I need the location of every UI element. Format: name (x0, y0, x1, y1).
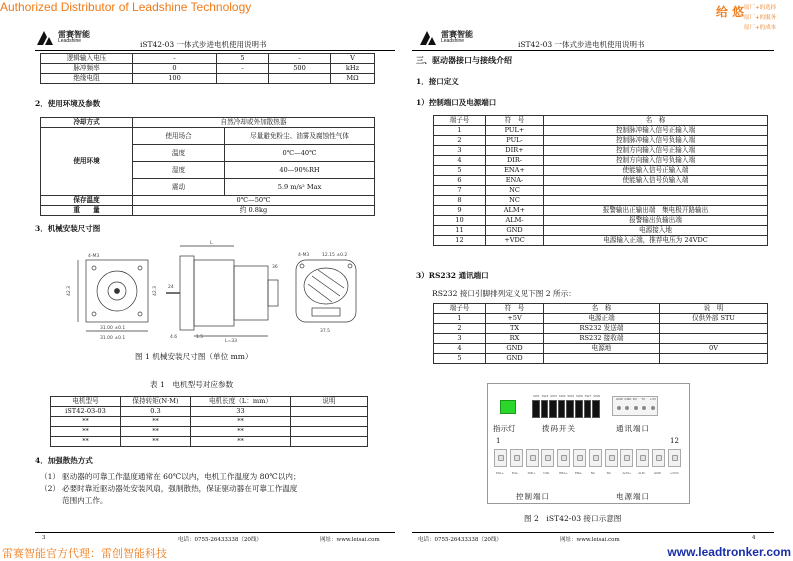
logo-line-3: 原厂+的成本 (744, 25, 777, 31)
terminal-pin (510, 449, 523, 475)
dim-label: 42.3 (67, 285, 72, 296)
table-cell: 脉冲频率 (41, 64, 133, 74)
indicator-label: 指示灯 (493, 424, 516, 433)
table-cell: 11 (434, 226, 486, 236)
table-cell (544, 186, 768, 196)
distributor-banner: Authorized Distributor of Leadshine Technology (0, 0, 252, 14)
storage-label: 保存温度 (41, 196, 133, 206)
comm-pin-tiny-label: GND (616, 397, 623, 401)
leadshine-logo-icon (35, 29, 55, 46)
table-cell: 控制脉冲输入信号正输入端 (544, 126, 768, 136)
table-cell: 使能输入信号负输入端 (544, 176, 768, 186)
table-header-row (51, 397, 368, 407)
side-view-flange (180, 256, 194, 330)
mount-hole (138, 266, 142, 270)
table-cell: DIR+ (486, 146, 544, 156)
mount-hole (300, 264, 304, 268)
env-key: 使用场合 (133, 128, 225, 145)
table-cell (291, 427, 368, 437)
table-cell: 使能输入信号正输入端 (544, 166, 768, 176)
list-item: （1） 驱动器的可靠工作温度通常在 60℃以内，电机工作温度为 80℃以内； (40, 472, 301, 481)
comm-pin-tiny-label: GND (624, 397, 632, 401)
table-header-row (434, 116, 768, 126)
rs232-intro: RS232 接口引脚排列定义见下图 2 所示： (432, 289, 576, 298)
section-4-title: 4．加强散热方式 (35, 456, 93, 465)
table-cell: 2 (434, 324, 486, 334)
mount-hole (138, 312, 142, 316)
table-cell: TX (486, 324, 544, 334)
terminal-pin-tiny-label: PUL- (511, 471, 519, 475)
table-cell (217, 74, 269, 84)
terminal-pin-tiny-label: DIR+ (527, 471, 536, 475)
table-cell: +5V (486, 314, 544, 324)
table-cell: 9 (434, 206, 486, 216)
status-led-indicator (500, 400, 516, 414)
column-header: 端子号 (434, 116, 486, 126)
column-header: 电机长度（L：mm） (191, 397, 291, 407)
dip-switch-tiny-label: SW2 (541, 394, 549, 398)
table-row (51, 437, 368, 447)
terminal-pin (589, 449, 602, 475)
table-cell: ** (121, 417, 191, 427)
left-page-number: 3 (42, 535, 46, 541)
dim-label: 4.6 (170, 335, 178, 340)
table-row (434, 186, 768, 196)
terminal-screw (609, 455, 615, 461)
dip-switch[interactable] (592, 394, 600, 418)
comm-pin-tiny-label: TX (641, 397, 646, 401)
table-cell: NC (486, 186, 544, 196)
terminal-screw (514, 455, 520, 461)
table-row (434, 136, 768, 146)
table-header-row (434, 304, 768, 314)
table-row (434, 126, 768, 136)
table-cell: 0.3 (121, 407, 191, 417)
dim-label: 4-M3 (298, 253, 310, 258)
left-footer-phone: 电话：0755-26433338（20线） (178, 537, 262, 543)
column-header: 电机型号 (51, 397, 121, 407)
dip-switch[interactable] (532, 394, 540, 418)
comm-pin (641, 397, 646, 410)
table-cell: 1 (434, 314, 486, 324)
mechanical-drawing (60, 238, 360, 344)
dim-label: L=33 (225, 339, 238, 344)
cooling-label: 冷却方式 (41, 118, 133, 128)
table-cell: ALM+ (486, 206, 544, 216)
dim-label: L (210, 241, 213, 246)
subsection-1-1-title: 1）控制端口及电源端口 (416, 98, 497, 107)
dim-label: 31.00 ±0.1 (100, 336, 126, 341)
brand-en: Leadshine (58, 38, 82, 44)
motor-model-table (50, 396, 368, 447)
table-cell: ENA- (486, 176, 544, 186)
terminal-pin (620, 449, 633, 475)
comm-pin (624, 397, 632, 410)
power-port-label: 电源端口 (616, 492, 650, 501)
subsection-1-title: 1．接口定义 (416, 77, 459, 86)
front-view-shaft (115, 289, 120, 294)
table-cell: RS232 发送端 (544, 324, 660, 334)
side-view-motor (194, 260, 234, 326)
control-port-label: 控制端口 (516, 492, 550, 501)
env-key: 湿度 (133, 162, 225, 179)
terminal-pin (573, 449, 586, 475)
table-cell (291, 417, 368, 427)
table-row (41, 54, 375, 64)
interface-panel (487, 383, 690, 504)
page-header-left: iST42-03 一体式步进电机使用说明书 (140, 40, 267, 49)
comm-port-label: 通讯端口 (616, 424, 650, 433)
comm-pin (632, 397, 638, 410)
table-cell: 电源接入地 (544, 226, 768, 236)
logo-line-1: 原厂+的选择 (744, 5, 777, 11)
table-cell: 500 (269, 64, 331, 74)
storage-value: 0℃—50℃ (133, 196, 375, 206)
pin-number-first: 1 (496, 437, 501, 445)
left-footer-web: 网址：www.leisai.com (320, 537, 380, 543)
table-cell: DIR- (486, 156, 544, 166)
terminal-pin-tiny-label: NC (590, 471, 596, 475)
comm-pin (649, 397, 657, 410)
table-cell (660, 354, 768, 364)
pin-number-last: 12 (670, 437, 679, 445)
dip-switch[interactable] (575, 394, 583, 418)
list-item: （2） 必要时靠近驱动器处安装风扇，强制散热，保证驱动器在可靠工作温度 (40, 484, 298, 493)
list-item: 范围内工作。 (62, 496, 108, 505)
dim-label: 42.3 (153, 285, 158, 296)
table-cell: iST42-03-03 (51, 407, 121, 417)
env-val: 0℃—40℃ (225, 145, 375, 162)
env-val: 40—90%RH (225, 162, 375, 179)
column-header: 端子号 (434, 304, 486, 314)
column-header: 符 号 (486, 116, 544, 126)
dim-label: 24 (168, 285, 174, 290)
dip-switch[interactable] (584, 394, 592, 418)
table-cell: 4 (434, 344, 486, 354)
logo-glyph-text: 给 悠 (716, 5, 745, 19)
terminal-screw (530, 455, 536, 461)
table-cell (660, 334, 768, 344)
terminal-pin (494, 449, 507, 475)
dim-label: 12.15 ±0.2 (322, 253, 348, 258)
table-cell: 绝缘电阻 (41, 74, 133, 84)
terminal-pin (636, 449, 649, 475)
terminal-screw (624, 455, 630, 461)
brand-cn: 雷赛智能 (58, 30, 90, 39)
bottom-agent-text: 雷赛智能官方代理：雷创智能科技 (2, 548, 167, 560)
table-cell: 0 (133, 64, 217, 74)
cooling-value: 自然冷却或外加散热器 (133, 118, 375, 128)
table-cell: NC (486, 196, 544, 206)
column-header: 名 称 (544, 304, 660, 314)
terminal-pin-tiny-label: ALM+ (622, 471, 632, 475)
column-header: 符 号 (486, 304, 544, 314)
table-cell: PUL- (486, 136, 544, 146)
table-cell: ** (191, 427, 291, 437)
env-table (40, 117, 375, 216)
terminal-pin (526, 449, 539, 475)
figure-2-caption: 图 2 iST42-03 接口示意图 (524, 514, 622, 523)
header-rule-left (35, 50, 395, 51)
usage-label: 使用环境 (41, 128, 133, 196)
table-cell: 5 (434, 354, 486, 364)
dip-switch[interactable] (558, 394, 566, 418)
table-cell: 6 (434, 176, 486, 186)
section-4-list (40, 471, 395, 507)
table-cell: - (269, 54, 331, 64)
table-1-caption: 表 1 电机型号对应参数 (150, 380, 234, 389)
terminal-pin (541, 449, 554, 475)
table-cell: 电源地 (544, 344, 660, 354)
comm-pin-tiny-label: RX (632, 397, 637, 401)
env-val: 尽量避免粉尘、油雾及腐蚀性气体 (225, 128, 375, 145)
table-cell: ** (121, 437, 191, 447)
brand-en: Leadshine (441, 38, 465, 44)
dip-switch-tiny-label: SW5 (567, 394, 575, 398)
table-row (434, 206, 768, 216)
dim-label: 37.5 (320, 329, 331, 334)
terminal-pin-tiny-label: PUL+ (496, 471, 505, 475)
footer-rule-left (35, 532, 395, 533)
table-cell: ** (51, 417, 121, 427)
table-cell: 4 (434, 156, 486, 166)
table-cell: 电源输入正端，推荐电压为 24VDC (544, 236, 768, 246)
table-cell: 报警输出负输出端 (544, 216, 768, 226)
right-page-number: 4 (752, 535, 756, 541)
table-cell: MΩ (331, 74, 375, 84)
figure-1-caption: 图 1 机械安装尺寸图（单位 mm） (135, 352, 253, 361)
terminal-pin-tiny-label: ENA- (575, 471, 583, 475)
dip-switch-tiny-label: SW6 (576, 394, 583, 398)
terminal-screw (656, 455, 662, 461)
column-header: 保持转矩(N·M) (121, 397, 191, 407)
table-cell: 12 (434, 236, 486, 246)
table-cell: - (217, 64, 269, 74)
table-cell: 1 (434, 126, 486, 136)
terminal-pin (668, 449, 681, 475)
env-key: 震动 (133, 179, 225, 196)
side-view-connector (268, 280, 278, 306)
comm-port-connector (612, 396, 658, 416)
table-cell: RS232 接收端 (544, 334, 660, 344)
table-cell: 3 (434, 334, 486, 344)
dip-switch[interactable] (566, 394, 575, 418)
table-cell: 100 (133, 74, 217, 84)
table-cell: 33 (191, 407, 291, 417)
column-header: 名 称 (544, 116, 768, 126)
table-cell (544, 196, 768, 206)
dip-switch-tiny-label: SW1 (533, 394, 540, 398)
table-cell: ** (191, 417, 291, 427)
terminal-pin (557, 449, 570, 475)
table-row (434, 156, 768, 166)
table-cell: V (331, 54, 375, 64)
table-row (41, 64, 375, 74)
table-cell: ** (51, 437, 121, 447)
rear-view-fin (318, 270, 344, 288)
table-row (434, 216, 768, 226)
terminal-pin (652, 449, 665, 475)
table-cell: PUL+ (486, 126, 544, 136)
table-cell: 10 (434, 216, 486, 226)
table-cell: ** (121, 427, 191, 437)
dip-switch-label: 拨码开关 (542, 424, 576, 433)
table-cell: 控制脉冲输入信号负输入端 (544, 136, 768, 146)
table-row (434, 324, 768, 334)
terminal-pin-tiny-label: NC (606, 471, 611, 475)
table-cell: 仅供外部 STU (660, 314, 768, 324)
side-view-driver (234, 266, 268, 320)
table-cell: 8 (434, 196, 486, 206)
table-row (434, 166, 768, 176)
right-footer-phone: 电话：0755-26433338（20线） (418, 537, 502, 543)
dip-switch-tiny-label: SW3 (550, 394, 557, 398)
dip-switch[interactable] (541, 394, 549, 418)
table-row (434, 344, 768, 354)
table-cell: 2 (434, 136, 486, 146)
dim-label: 36 (272, 265, 278, 270)
dip-switch-tiny-label: SW7 (584, 394, 592, 398)
brand-logo-left (35, 29, 90, 46)
table-cell: GND (486, 226, 544, 236)
rs232-table (433, 303, 768, 364)
terminal-pin (605, 449, 618, 475)
table-cell: RX (486, 334, 544, 344)
table-cell: ALM- (486, 216, 544, 226)
comm-pin-tiny-label: +5V (649, 397, 657, 401)
table-row (41, 74, 375, 84)
page-header-right: iST42-03 一体式步进电机使用说明书 (518, 40, 645, 49)
spec-table (40, 53, 375, 84)
env-key: 温度 (133, 145, 225, 162)
weight-label: 重 量 (41, 206, 133, 216)
table-cell: 7 (434, 186, 486, 196)
table-cell: - (133, 54, 217, 64)
terminal-screw (640, 455, 646, 461)
terminal-pin-tiny-label: ENA+ (559, 471, 568, 475)
terminal-screw (672, 455, 678, 461)
table-row (51, 427, 368, 437)
table-row (434, 176, 768, 186)
table-cell: 电源正端 (544, 314, 660, 324)
table-cell (291, 437, 368, 447)
control-port-table (433, 115, 768, 246)
table-cell: ENA+ (486, 166, 544, 176)
table-cell: GND (486, 354, 544, 364)
terminal-pin-tiny-label: +VDC (669, 471, 679, 475)
table-cell: ** (191, 437, 291, 447)
logo-line-2: 原厂+的服务 (744, 15, 777, 21)
top-right-logo (714, 1, 789, 35)
table-row (434, 236, 768, 246)
table-cell (291, 407, 368, 417)
website-link[interactable]: www.leadtronker.com (667, 545, 791, 559)
terminal-pin-tiny-label: DIR- (543, 471, 550, 475)
table-cell: ** (51, 427, 121, 437)
dip-switch[interactable] (549, 394, 557, 418)
dip-switch-tiny-label: SW4 (558, 394, 566, 398)
terminal-pin-tiny-label: GND (654, 471, 661, 475)
table-row (51, 417, 368, 427)
rear-view-port (312, 308, 340, 316)
dim-label: 4-M3 (88, 254, 100, 259)
table-cell: 5 (217, 54, 269, 64)
section-3-title: 3．机械安装尺寸图 (35, 224, 101, 233)
table-row (434, 226, 768, 236)
table-cell: 5 (434, 166, 486, 176)
brand-logo-right (418, 29, 473, 46)
env-val: 5.9 m/s² Max (225, 179, 375, 196)
table-cell: 逻辑输入电压 (41, 54, 133, 64)
terminal-screw (498, 455, 504, 461)
table-cell (660, 324, 768, 334)
column-header: 说明 (291, 397, 368, 407)
table-cell: +VDC (486, 236, 544, 246)
dip-switch-tiny-label: SW8 (593, 394, 600, 398)
leadshine-logo-icon (418, 29, 438, 46)
weight-value: 约 0.8kg (133, 206, 375, 216)
table-cell (269, 74, 331, 84)
section-2-title: 2．使用环境及参数 (35, 99, 101, 108)
rear-view-fin (312, 276, 340, 296)
table-cell: kHz (331, 64, 375, 74)
brand-cn: 雷赛智能 (441, 30, 473, 39)
terminal-pin-tiny-label: ALM- (638, 471, 646, 475)
mount-hole (92, 266, 96, 270)
dim-label: 31.00 ±0.1 (100, 326, 126, 331)
table-cell: 控制方向输入信号负输入端 (544, 156, 768, 166)
chapter-3-title: 三、驱动器接口与接线介绍 (416, 55, 512, 65)
terminal-screw (545, 455, 551, 461)
table-cell (544, 354, 660, 364)
header-rule-right (412, 50, 774, 51)
footer-rule-right (412, 532, 774, 533)
subsection-3-title: 3）RS232 通讯端口 (416, 271, 489, 280)
dim-label: 1.5 (196, 335, 204, 340)
table-row (51, 407, 368, 417)
table-cell: 控制方向输入信号正输入端 (544, 146, 768, 156)
mount-hole (92, 312, 96, 316)
table-cell: 0V (660, 344, 768, 354)
terminal-screw (577, 455, 583, 461)
right-footer-web: 网址：www.leisai.com (560, 537, 620, 543)
table-cell: GND (486, 344, 544, 354)
terminal-screw (561, 455, 567, 461)
terminal-screw (593, 455, 599, 461)
table-row (434, 354, 768, 364)
terminal-block (494, 449, 686, 485)
column-header: 说 明 (660, 304, 768, 314)
dip-switch-block (532, 394, 602, 420)
table-cell: 报警输出正输出端 集电极开路输出 (544, 206, 768, 216)
table-cell: 3 (434, 146, 486, 156)
mount-hole (348, 264, 352, 268)
table-row (434, 146, 768, 156)
table-row (434, 314, 768, 324)
table-row (434, 196, 768, 206)
table-row (434, 334, 768, 344)
comm-pin (616, 397, 623, 410)
